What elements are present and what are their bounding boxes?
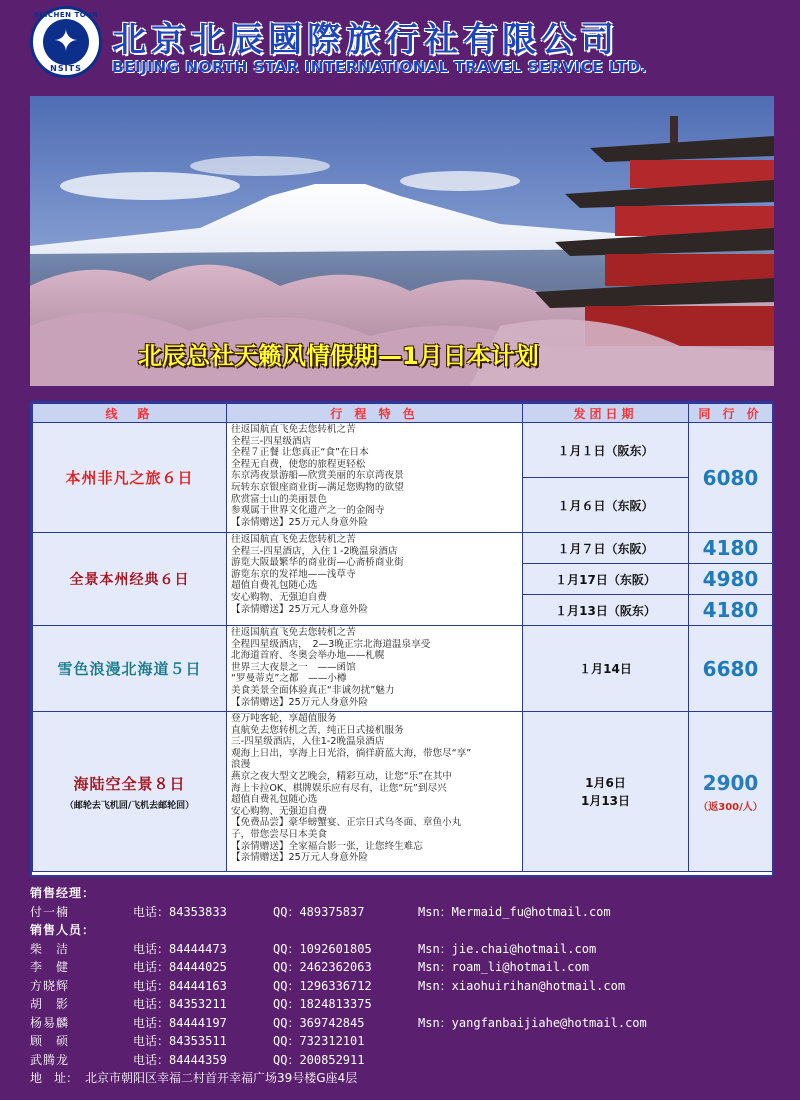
tour-features <box>227 712 523 872</box>
tour-route-label: 本州非凡之旅６日 <box>65 469 194 487</box>
header-route: 线 路 <box>33 404 227 423</box>
contact-qq: QQ：369742845 <box>273 1015 365 1030</box>
feature-line: 欣赏富士山的美丽景色 <box>231 493 327 505</box>
feature-line: 往返国航直飞免去您转机之苦 <box>231 534 356 545</box>
company-name-cn: 北京北辰國際旅行社有限公司 <box>112 20 619 60</box>
feature-line: 全程三-四星级酒店 <box>231 435 312 447</box>
feature-line: 超值自费礼包随心选 <box>231 794 318 806</box>
logo-compass <box>43 19 89 65</box>
contact-row <box>30 903 774 922</box>
feature-line: 游览东京的发祥地——浅草寺 <box>231 568 356 580</box>
contact-phone: 电话：84353833 <box>133 904 227 919</box>
contact-msn: Msn：jie.chai@hotmail.com <box>418 941 597 956</box>
contact-row <box>30 1051 774 1070</box>
contact-name: 胡 影 <box>30 997 70 1011</box>
departure-date: １月17日（东阪） <box>523 564 689 595</box>
tour-route-label: 全景本州经典６日 <box>69 572 190 588</box>
departure-dates <box>523 712 689 872</box>
address-row <box>30 1069 774 1088</box>
departure-date: 1月6日 <box>585 775 626 790</box>
feature-line: 游览大阪最繁华的商业街—心斋桥商业街 <box>231 557 404 569</box>
address-text: 北京市朝阳区幸福二村首开幸福广场39号楼G座4层 <box>85 1071 358 1085</box>
company-name-en: BEIJING NORTH STAR INTERNATIONAL TRAVEL SERVICE LTD. <box>112 58 647 76</box>
departure-date: １月１日（阪东） <box>523 423 689 478</box>
feature-line: 观海上日出，享海上日光浴，徜徉蔚蓝大海，带您尽“享” <box>231 747 472 759</box>
tour-price: 6680 <box>689 626 773 712</box>
contact-phone: 电话：84444473 <box>133 941 227 956</box>
feature-line: 超值自费礼包随心选 <box>231 580 318 592</box>
feature-line: 安心购物、无强迫自费 <box>231 805 327 817</box>
contact-msn: Msn：xiaohuirihan@hotmail.com <box>418 978 626 993</box>
table-row <box>33 533 773 564</box>
feature-line: 东京湾夜景游船—欣赏美丽的东京湾夜景 <box>231 470 404 482</box>
feature-line: 安心购物、无强迫自费 <box>231 591 327 603</box>
contact-name: 柴 洁 <box>30 941 70 956</box>
feature-line: 世界三大夜景之一 ——函馆 <box>231 661 356 673</box>
feature-line: 登万吨客轮，享超值服务 <box>231 713 337 724</box>
tour-route <box>33 533 227 626</box>
tour-price: 6080 <box>689 423 773 533</box>
hero-banner <box>30 96 774 386</box>
feature-line: 燕京之夜大型文艺晚会，精彩互动，让您“乐”在其中 <box>231 770 453 782</box>
feature-line: 【亲情赠送】25万元人身意外险 <box>231 603 368 615</box>
contact-qq: QQ：732312101 <box>273 1034 365 1048</box>
header-price: 同 行 价 <box>689 404 773 423</box>
logo-top-text: BEICHEN TOUR <box>33 11 99 19</box>
feature-line: 往返国航直飞免去您转机之苦 <box>231 627 356 638</box>
tour-price: 4980 <box>689 564 773 595</box>
contact-phone: 电话：84444163 <box>133 978 227 993</box>
contact-row <box>30 958 774 977</box>
tour-route-label: 海陆空全景８日 <box>73 774 186 793</box>
contact-msn: Msn：yangfanbaijiahe@hotmail.com <box>418 1015 647 1030</box>
contacts-section <box>30 884 774 1088</box>
company-logo <box>30 6 102 78</box>
contact-msn: Msn：Mermaid_fu@hotmail.com <box>418 904 611 919</box>
feature-line: 浪漫 <box>231 759 251 771</box>
feature-line: 直航免去您转机之苦，纯正日式接机服务 <box>231 724 404 736</box>
contact-qq: QQ：489375837 <box>273 904 365 919</box>
contact-qq: QQ：1296336712 <box>273 978 372 993</box>
tour-features <box>227 423 523 533</box>
contact-row <box>30 977 774 996</box>
contact-qq: QQ：2462362063 <box>273 960 372 974</box>
departure-date: １月７日（东阪） <box>523 533 689 564</box>
feature-line: 海上卡拉OK、棋牌娱乐应有尽有，让您“玩”到尽兴 <box>231 782 447 794</box>
compass-star-icon: ✦ <box>53 24 79 59</box>
feature-line: 【免费品尝】豪华螃蟹宴、正宗日式乌冬面、章鱼小丸 <box>231 817 462 829</box>
feature-line: 子，带您尝尽日本美食 <box>231 828 327 840</box>
feature-line: 【亲情赠送】25万元人身意外险 <box>231 696 368 708</box>
tour-price: 4180 <box>689 595 773 626</box>
contact-row <box>30 1014 774 1033</box>
feature-line: “罗曼蒂克”之都 ——小樽 <box>231 673 347 685</box>
tour-features <box>227 626 523 712</box>
contact-qq: QQ：1092601805 <box>273 941 372 956</box>
tour-price-note: （返300/人） <box>698 801 763 813</box>
contact-qq: QQ：1824813375 <box>273 997 372 1011</box>
contact-phone: 电话：84353211 <box>133 997 227 1011</box>
table-row <box>33 712 773 872</box>
header-features: 行 程 特 色 <box>227 404 523 423</box>
logo-bottom-text: NSITS <box>50 64 82 73</box>
tour-table <box>30 401 774 877</box>
departure-date: １月６日（东阪） <box>523 478 689 533</box>
feature-line: 全程三-四星酒店，入住１-2晚温泉酒店 <box>231 545 398 557</box>
contact-qq: QQ：200852911 <box>273 1052 365 1067</box>
table-row <box>33 423 773 478</box>
feature-line: 往返国航直飞免去您转机之苦 <box>231 424 356 435</box>
departure-date: １月14日 <box>523 626 689 712</box>
feature-line: 北海道首府、冬奥会举办地——札幌 <box>231 650 385 662</box>
contact-name: 顾 硕 <box>30 1034 70 1048</box>
contact-phone: 电话：84444197 <box>133 1015 227 1030</box>
table-row <box>33 626 773 712</box>
table-header-row <box>33 404 773 423</box>
contact-name: 李 健 <box>30 960 70 974</box>
staff-heading: 销售人员： <box>30 923 96 937</box>
feature-line: 【亲情赠送】全家福合影一张，让您终生难忘 <box>231 840 423 852</box>
tour-price-cell <box>689 712 773 872</box>
contact-row <box>30 995 774 1014</box>
feature-line: 三-四星级酒店，入住1-2晚温泉酒店 <box>231 736 385 748</box>
tour-route <box>33 712 227 872</box>
tour-price: 2900 <box>702 770 759 795</box>
feature-line: 玩转东京银座商业街—满足您购物的欲望 <box>231 481 404 493</box>
contact-row <box>30 940 774 959</box>
tour-route-note: （邮轮去飞机回/飞机去邮轮回） <box>64 800 195 811</box>
contact-phone: 电话：84444359 <box>133 1052 227 1067</box>
tour-route-label: 雪色浪漫北海道５日 <box>57 660 202 678</box>
contact-name: 方晓辉 <box>30 978 70 993</box>
manager-heading: 销售经理： <box>30 886 96 900</box>
contact-name: 付一楠 <box>30 904 70 919</box>
tour-price: 4180 <box>689 533 773 564</box>
contact-msn: Msn：roam_li@hotmail.com <box>418 960 589 974</box>
feature-line: 【亲情赠送】25万元人身意外险 <box>231 852 368 864</box>
feature-line: 美食美景全面体验真正“非诚勿扰”魅力 <box>231 684 395 696</box>
tour-features <box>227 533 523 626</box>
contact-name: 杨易麟 <box>30 1015 70 1030</box>
contact-phone: 电话：84444025 <box>133 960 227 974</box>
feature-line: 全程７正餐 让您真正“食”在日本 <box>231 447 369 459</box>
contact-name: 武腾龙 <box>30 1052 70 1067</box>
tour-route <box>33 423 227 533</box>
tour-route <box>33 626 227 712</box>
contact-phone: 电话：84353511 <box>133 1034 227 1048</box>
banner-title: 北辰总社天籁风情假期—1月日本计划 <box>138 342 539 370</box>
feature-line: 全程无自费，使您的旅程更轻松 <box>231 458 366 470</box>
address-label: 地 址： <box>30 1071 79 1085</box>
departure-date: １月13日（阪东） <box>523 595 689 626</box>
contact-row <box>30 1032 774 1051</box>
feature-line: 【亲情赠送】25万元人身意外险 <box>231 516 368 528</box>
header-dates: 发团日期 <box>523 404 689 423</box>
header <box>0 0 800 90</box>
feature-line: 参观属于世界文化遗产之一的金阁寺 <box>231 505 385 517</box>
departure-date: 1月13日 <box>580 793 631 808</box>
feature-line: 全程四星级酒店， 2—3晚正宗北海道温泉享受 <box>231 638 431 650</box>
